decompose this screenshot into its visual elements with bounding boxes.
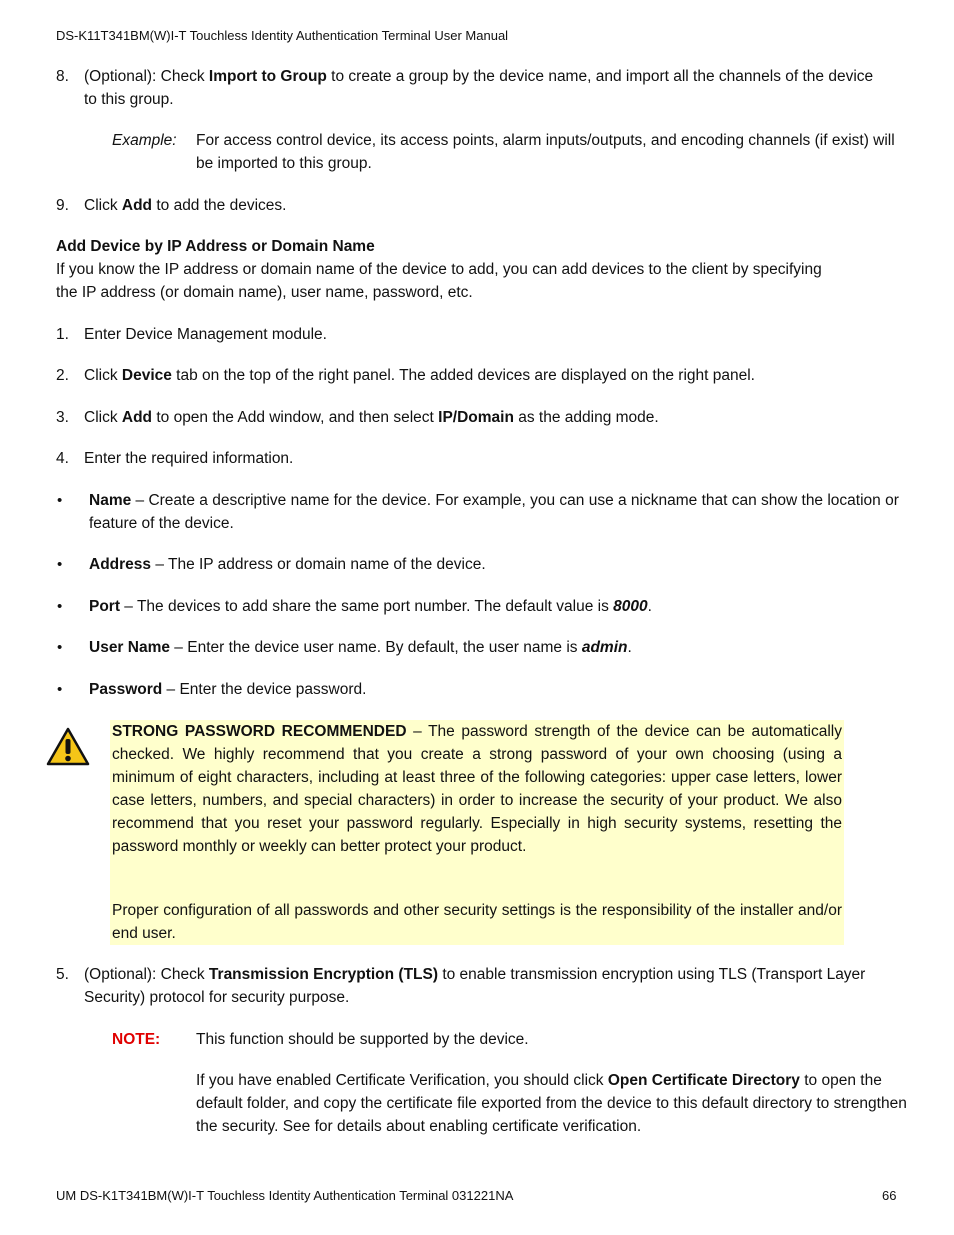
note-line-1: This function should be supported by the device. (196, 1031, 529, 1048)
step-4-number: 4. (56, 450, 69, 467)
step-8-number: 8. (56, 68, 69, 85)
bullet-user-name: User Name – Enter the device user name. By default, the user name is admin. (89, 639, 632, 656)
bullet-marker: • (57, 492, 63, 509)
page-number: 66 (882, 1188, 897, 1203)
footer-doc-id: UM DS-K1T341BM(W)I-T Touchless Identity Authentication Terminal 031221NA (56, 1188, 514, 1203)
section-title: Add Device by IP Address or Domain Name (56, 238, 375, 255)
note-certificate-text: If you have enabled Certificate Verification, you should click Open Certificate Directory to open the default folder, and copy the certificate file exported from the device to this default directory to strengthen the security. See for details about enabling certificate verification. (196, 1072, 907, 1135)
bullet-address: Address – The IP address or domain name of the device. (89, 556, 486, 573)
step-1-text: Enter Device Management module. (84, 326, 327, 343)
step-3-number: 3. (56, 409, 69, 426)
step-2-text: Click Device tab on the top of the right panel. The added devices are displayed on the right panel. (84, 367, 755, 384)
bullet-marker: • (57, 681, 63, 698)
step-5-number: 5. (56, 966, 69, 983)
section-intro: If you know the IP address or domain name of the device to add, you can add devices to the client by specifying the IP address (or domain name), user name, password, etc. (56, 261, 822, 301)
bullet-marker: • (57, 556, 63, 573)
warning-paragraph-1: STRONG PASSWORD RECOMMENDED – The password strength of the device can be automatically checked. We highly recommend that you create a strong password of your own choosing (using a minimum of eight characters, including at least three of the following categories: upper case letters, lower case letters, numbers, and special characters) in order to increase the security of your product. We also recommend that you reset your password regularly. Especially in high security systems, resetting the password monthly or weekly can better protect your product. (112, 723, 842, 855)
step-2-number: 2. (56, 367, 69, 384)
bullet-port: Port – The devices to add share the same port number. The default value is 8000. (89, 598, 652, 615)
password-warning-box (110, 720, 844, 945)
page-header: DS-K11T341BM(W)I-T Touchless Identity Authentication Terminal User Manual (56, 28, 509, 43)
bullet-password: Password – Enter the device password. (89, 681, 367, 698)
step-5-text: (Optional): Check Transmission Encryption (TLS) to enable transmission encryption using TLS (Transport Layer Security) protocol for security purpose. (84, 966, 866, 1006)
warning-paragraph-2: Proper configuration of all passwords and other security settings is the responsibility of the installer and/or end user. (112, 902, 842, 942)
step-3-text: Click Add to open the Add window, and then select IP/Domain as the adding mode. (84, 409, 659, 426)
bullet-name: Name – Create a descriptive name for the device. For example, you can use a nickname that can show the location or feature of the device. (89, 492, 899, 532)
example-text: For access control device, its access points, alarm inputs/outputs, and encoding channels (if exist) will be imported to this group. (196, 132, 895, 172)
step-9-text: Click Add to add the devices. (84, 197, 287, 214)
step-4-text: Enter the required information. (84, 450, 294, 467)
step-8-text: (Optional): Check Import to Group to create a group by the device name, and import all the channels of the device to this group. (84, 68, 874, 108)
warning-triangle-icon (46, 727, 90, 767)
step-1-number: 1. (56, 326, 69, 343)
bullet-marker: • (57, 639, 63, 656)
note-label: NOTE: (112, 1031, 161, 1048)
bullet-marker: • (57, 598, 63, 615)
example-label: Example: (112, 132, 177, 149)
step-9-number: 9. (56, 197, 69, 214)
